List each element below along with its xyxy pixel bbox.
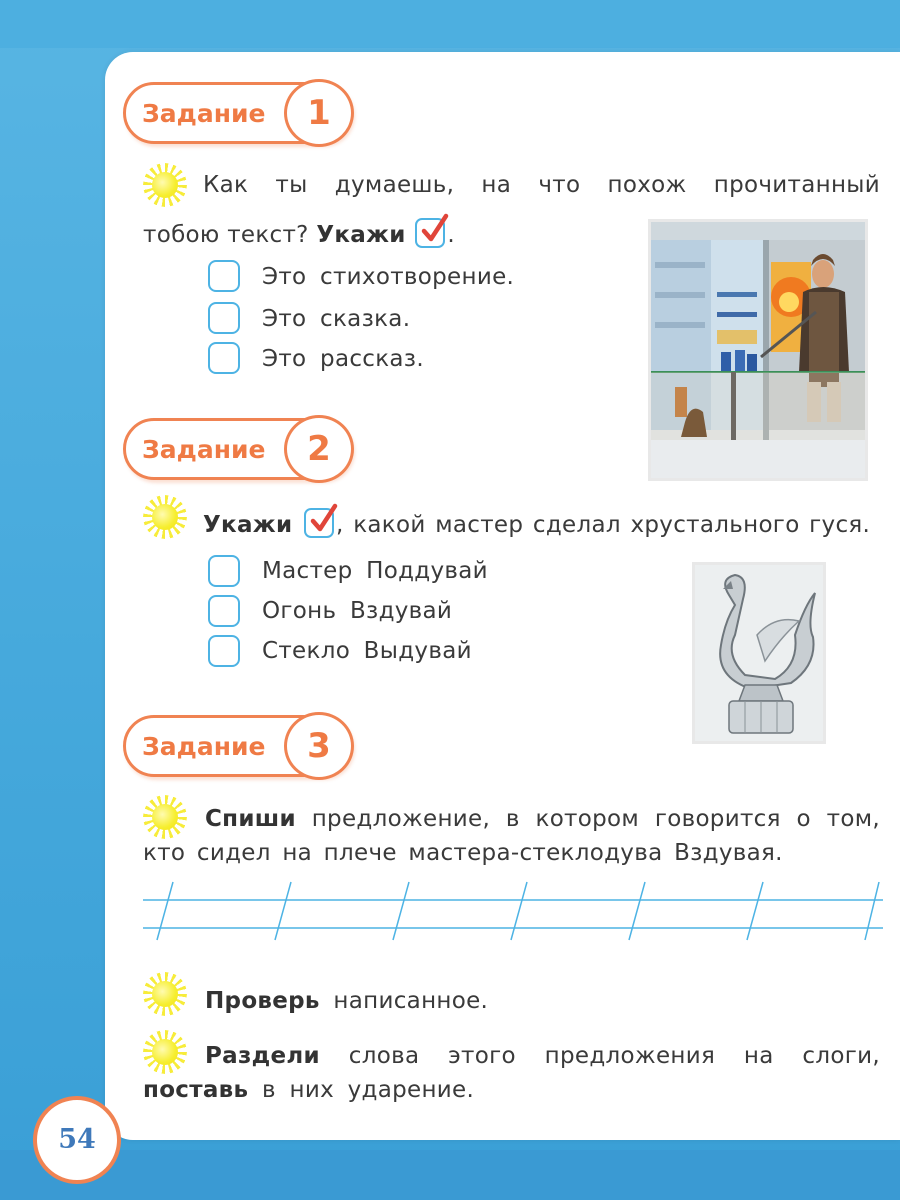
crystal-goose-photo	[692, 562, 826, 744]
checkmark-icon	[415, 218, 445, 248]
task-1-option-3-label: Это рассказ.	[262, 346, 424, 372]
task-1-question-line-1: Как ты думаешь, на что похож прочитанный	[203, 172, 880, 198]
task-1-question-end: .	[447, 222, 455, 248]
task-1-question-line-2	[143, 218, 455, 248]
task-2-label: Задание	[142, 435, 266, 464]
checkmark-icon	[304, 508, 334, 538]
check-instruction	[205, 988, 488, 1014]
task-2-instruction: Укажи	[203, 512, 293, 538]
task-2-question	[203, 508, 870, 538]
task-1-option-1-label: Это стихотворение.	[262, 264, 515, 290]
task-1-option-2-label: Это сказка.	[262, 306, 411, 332]
task-2-option-1-label: Мастер Поддувай	[262, 558, 488, 584]
sun-icon	[143, 1030, 187, 1074]
task-2-option-1-checkbox[interactable]	[208, 555, 240, 587]
task-3-number: 3	[284, 712, 354, 780]
task-1-badge	[123, 82, 353, 144]
place-instruction-verb: поставь	[143, 1077, 249, 1103]
task-3-instruction: Спиши	[205, 806, 296, 832]
task-1-question-start: тобою текст?	[143, 222, 309, 248]
divide-instruction-verb: Раздели	[205, 1043, 320, 1069]
task-1-option-2-checkbox[interactable]	[208, 302, 240, 334]
page-number: 54	[58, 1124, 96, 1155]
task-2-question-rest: , какой мастер сделал хрустального гуся.	[336, 512, 871, 538]
task-1-number: 1	[284, 79, 354, 147]
task-1-label: Задание	[142, 99, 266, 128]
top-strip	[0, 0, 900, 48]
sun-icon	[143, 795, 187, 839]
handwriting-lines[interactable]	[143, 878, 883, 944]
sun-icon	[143, 163, 187, 207]
task-3-label: Задание	[142, 732, 266, 761]
place-instruction-rest: в них ударение.	[262, 1077, 475, 1103]
divide-instruction-rest: слова этого предложения на слоги,	[348, 1043, 880, 1069]
task-3-question-line-2: кто сидел на плече мастера-стеклодува Вздувая.	[143, 840, 783, 866]
glassblower-museum-photo	[648, 219, 868, 481]
task-3-badge	[123, 715, 353, 777]
divide-instruction-line-2	[143, 1077, 474, 1103]
divide-instruction-line-1	[205, 1043, 880, 1069]
task-2-option-3-label: Стекло Выдувай	[262, 638, 472, 664]
task-3-question-rest: предложение, в котором говорится о том,	[311, 806, 880, 832]
task-2-number: 2	[284, 415, 354, 483]
task-2-option-2-label: Огонь Вздувай	[262, 598, 453, 624]
task-1-instruction: Укажи	[316, 222, 406, 248]
task-1-option-1-checkbox[interactable]	[208, 260, 240, 292]
task-2-option-3-checkbox[interactable]	[208, 635, 240, 667]
sun-icon	[143, 972, 187, 1016]
task-3-question-line-1	[205, 806, 880, 832]
task-2-badge	[123, 418, 353, 480]
check-instruction-rest: написанное.	[333, 988, 489, 1014]
page-number-badge	[33, 1096, 121, 1184]
task-1-option-3-checkbox[interactable]	[208, 342, 240, 374]
check-instruction-verb: Проверь	[205, 988, 320, 1014]
bottom-strip	[0, 1150, 900, 1200]
task-2-option-2-checkbox[interactable]	[208, 595, 240, 627]
sun-icon	[143, 495, 187, 539]
